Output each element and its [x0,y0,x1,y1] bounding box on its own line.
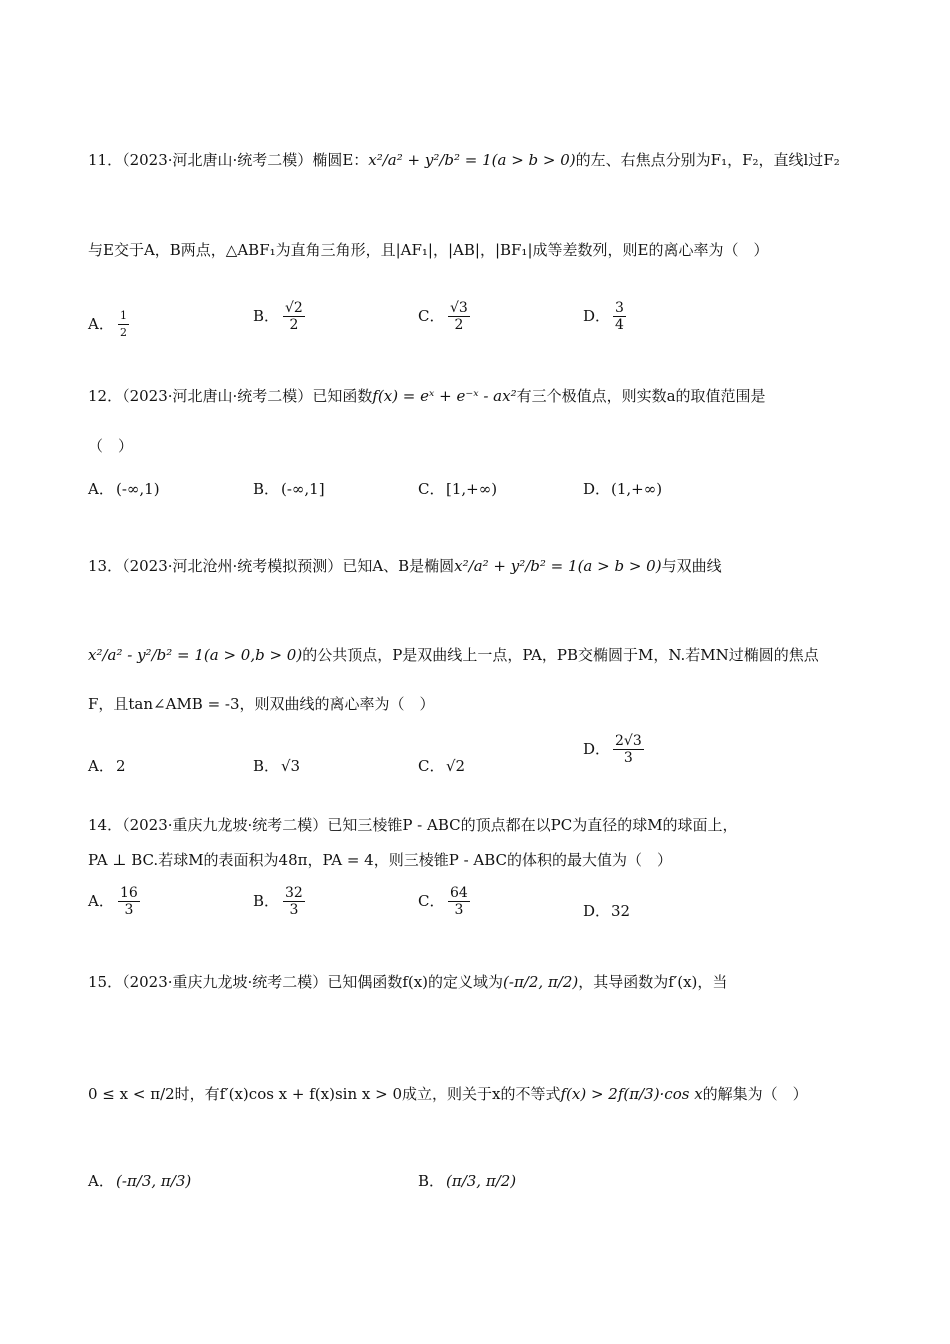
fraction: $\frac{√2}{2}$ [285,300,303,333]
question-text: 已知偶函数f(x)的定义域为 [327,973,504,991]
option-d[interactable]: D． $\frac{2√3}{3}$ [583,733,642,766]
fraction: $\frac{3}{4}$ [615,300,624,333]
option-d[interactable]: D．(1,+∞) [583,480,663,498]
formula: f(x) > 2f(π/3)·cos x [560,1085,703,1103]
formula: x²/a² + y²/b² = 1(a > b > 0) [368,151,576,169]
option-a[interactable]: A． (-∞,1) [88,480,160,498]
question-12 [88,386,868,406]
question-15-line-2 [88,1084,868,1104]
question-text: F，且tan∠AMB = -3，则双曲线的离心率为（ ） [88,695,435,713]
option-d[interactable]: D． $\frac{3}{4}$ [583,300,624,333]
question-13 [88,556,868,576]
question-text: 椭圆E： [312,151,369,169]
formula: f(x) = eˣ + e⁻ˣ - ax² [372,387,517,405]
option-a[interactable]: A． $\frac{16}{3}$ [88,885,138,918]
question-11-continued [88,240,868,260]
question-source: （2023·重庆九龙坡·统考二模） [122,973,328,991]
fraction: $\frac{√3}{2}$ [450,300,468,333]
question-text: 0 ≤ x < π/2时，有f′(x)cos x + f(x)sin x > 0成立，则关于x的不等式 [88,1085,561,1103]
option-a[interactable]: A． (-π/3, π/3) [88,1172,192,1190]
option-c[interactable]: C． [1,+∞) [418,480,498,498]
question-15 [88,972,868,992]
question-14-continued [88,850,868,870]
question-text: 的解集为（ ） [702,1085,808,1103]
option-b[interactable]: B． √3 [253,757,301,775]
question-text: （ ） [88,437,134,455]
option-c[interactable]: C． $\frac{64}{3}$ [418,885,468,918]
question-text: 与E交于A，B两点，△ABF₁为直角三角形，且|AF₁|，|AB|，|BF₁|成等差数列，则E的离心率为（ ） [88,241,769,259]
question-13-line-2 [88,645,868,665]
question-text: 已知三棱锥P - ABC的顶点都在以PC为直径的球M的球面上， [327,816,738,834]
question-number: 11． [88,151,123,169]
question-text: 有三个极值点，则实数a的取值范围是 [516,387,766,405]
question-number: 12． [88,387,123,405]
fraction: $\frac{64}{3}$ [450,885,468,918]
question-text: 的公共顶点，P是双曲线上一点，PA，PB交椭圆于M，N.若MN过椭圆的焦点 [302,646,819,664]
question-text: 与双曲线 [661,557,722,575]
question-text: PA ⊥ BC.若球M的表面积为48π，PA = 4，则三棱锥P - ABC的体积的最大值为（ ） [88,851,673,869]
option-b[interactable]: B． (π/3, π/2) [418,1172,517,1190]
question-source: （2023·河北沧州·统考模拟预测） [122,557,343,575]
question-source: （2023·河北唐山·统考二模） [122,151,313,169]
question-14 [88,815,868,835]
formula: x²/a² + y²/b² = 1(a > b > 0) [454,557,662,575]
fraction: $\frac{1}{2}$ [120,309,127,339]
question-text: 已知函数 [312,387,373,405]
option-c[interactable]: C． √2 [418,757,466,775]
question-12-continued [88,436,868,456]
fraction: $\frac{16}{3}$ [120,885,138,918]
question-source: （2023·河北唐山·统考二模） [122,387,313,405]
question-number: 13． [88,557,123,575]
question-13-line-3 [88,694,868,714]
option-a[interactable]: A． 2 [88,757,126,775]
question-number: 14． [88,816,123,834]
question-source: （2023·重庆九龙坡·统考二模） [122,816,328,834]
fraction: $\frac{32}{3}$ [285,885,303,918]
option-c[interactable]: C． $\frac{√3}{2}$ [418,300,468,333]
option-b[interactable]: B． $\frac{32}{3}$ [253,885,303,918]
option-a[interactable]: A． $\frac{1}{2}$ [88,309,127,339]
option-b[interactable]: B． (-∞,1] [253,480,325,498]
formula: (-π/2, π/2) [503,973,579,991]
question-11 [88,150,868,170]
question-text: ，其导函数为f′(x)，当 [578,973,728,991]
formula: x²/a² - y²/b² = 1(a > 0,b > 0) [88,646,303,664]
option-b[interactable]: B． $\frac{√2}{2}$ [253,300,303,333]
question-text: 已知A、B是椭圆 [342,557,455,575]
fraction: $\frac{2√3}{3}$ [615,733,642,766]
question-number: 15． [88,973,123,991]
option-d[interactable]: D．32 [583,902,631,920]
question-text: 的左、右焦点分别为F₁，F₂，直线l过F₂ [575,151,840,169]
